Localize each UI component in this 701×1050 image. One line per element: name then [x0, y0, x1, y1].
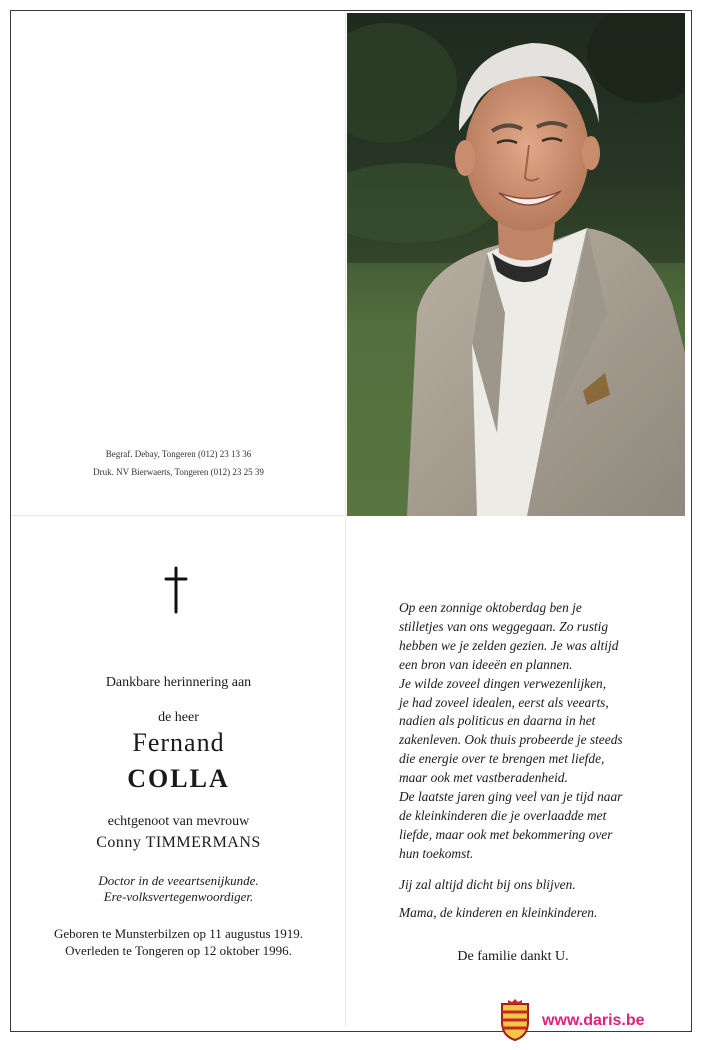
spouse-intro: echtgenoot van mevrouw	[107, 814, 250, 829]
poem-line: zakenleven. Ook thuis probeerde je steeds	[399, 732, 623, 748]
poem-line: liefde, maar ook met bekommering over	[399, 826, 613, 842]
poem-line: hun toekomst.	[399, 845, 474, 861]
printer-credit: Druk. NV Bierwaerts, Tongeren (012) 23 25 39	[93, 467, 264, 477]
cross-icon	[164, 566, 188, 614]
death-line: Overleden te Tongeren op 12 oktober 1996.	[65, 943, 292, 958]
poem-line: stilletjes van ons weggegaan. Zo rustig	[399, 618, 609, 634]
poem-line: de kleinkinderen die je overlaadde met	[399, 807, 607, 823]
poem-line: een bron van ideeën en plannen.	[399, 656, 573, 672]
portrait-photo	[347, 13, 685, 516]
portrait-illustration	[347, 13, 685, 516]
deceased-last-name: COLLA	[127, 764, 230, 793]
poem-line: Op een zonnige oktoberdag ben je	[399, 600, 582, 615]
crest-logo-icon	[498, 998, 532, 1042]
title-doctor: Doctor in de veeartsenijkunde.	[98, 873, 259, 888]
poem-line: die energie over te brengen met liefde,	[399, 751, 605, 767]
poem-closing: Jij zal altijd dicht bij ons blijven.	[399, 877, 576, 892]
spouse-name: Conny TIMMERMANS	[96, 834, 261, 851]
poem-line: Je wilde zoveel dingen verwezenlijken,	[399, 675, 607, 691]
birth-line: Geboren te Munsterbilzen op 11 augustus 1919.	[54, 926, 303, 941]
poem-line: hebben we je zelden gezien. Je was altijd	[399, 637, 619, 653]
deceased-first-name: Fernand	[132, 728, 225, 757]
poem-line: maar ook met vastberadenheid.	[399, 770, 568, 786]
poem-text	[399, 599, 679, 864]
poem-line: De laatste jaren ging veel van je tijd naar	[399, 789, 623, 805]
back-cover-panel	[12, 12, 346, 516]
honorific: de heer	[158, 710, 199, 725]
watermark-link[interactable]: www.daris.be	[542, 1012, 645, 1029]
title-representative: Ere-volksvertegenwoordiger.	[103, 889, 254, 904]
funeral-home-credit: Begraf. Debay, Tongeren (012) 23 13 36	[105, 449, 252, 459]
remembrance-intro: Dankbare herinnering aan	[105, 675, 252, 690]
poem-line: nadien als politicus en daarna in het	[399, 713, 596, 729]
family-thanks: De familie dankt U.	[457, 949, 569, 964]
family-signature: Mama, de kinderen en kleinkinderen.	[399, 905, 598, 920]
poem-line: je had zoveel idealen, eerst als veearts,	[399, 694, 609, 710]
